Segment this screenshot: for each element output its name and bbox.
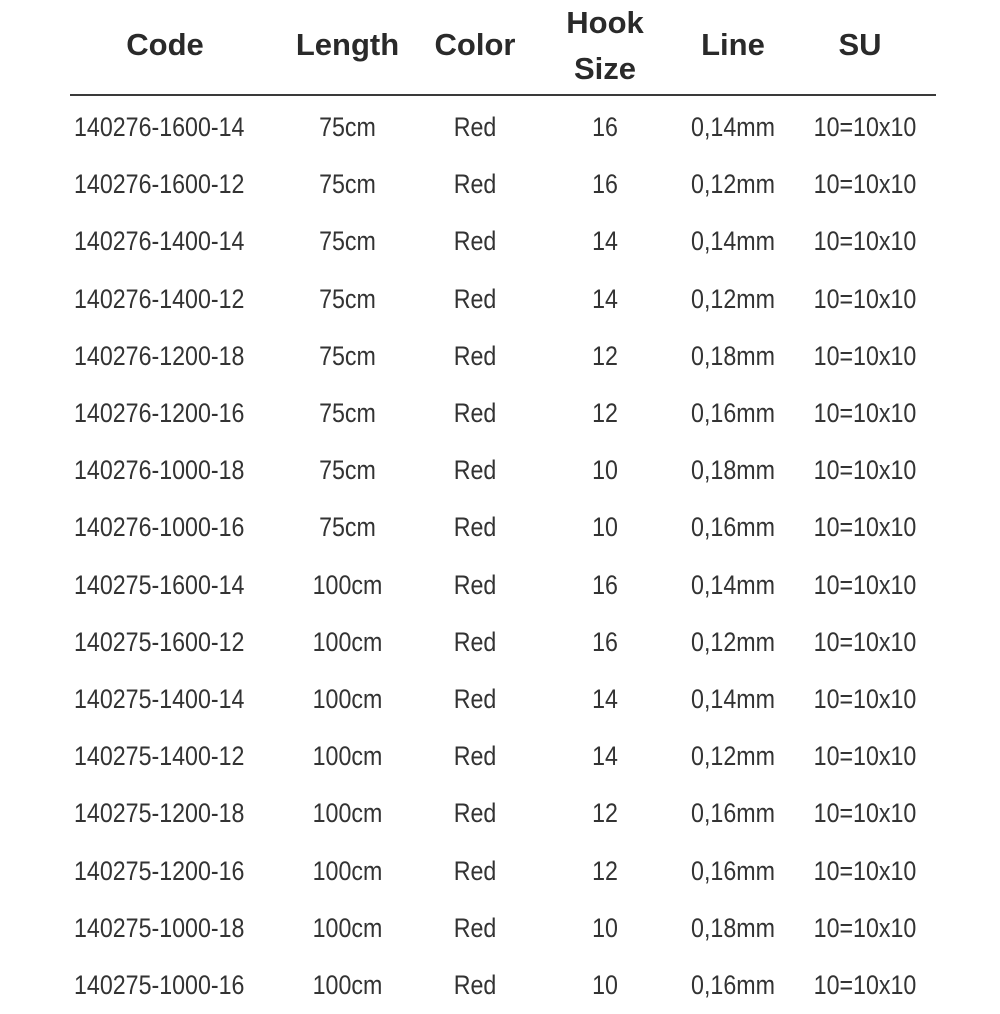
cell-color: Red xyxy=(453,112,497,142)
cell-code: 140276-1000-18 xyxy=(74,455,245,486)
cell-su: 10=10x10 xyxy=(813,912,917,943)
cell-line: 0,16mm xyxy=(691,970,775,1000)
cell-code: 140275-1600-12 xyxy=(74,626,245,657)
cell-line: 0,12mm xyxy=(691,283,775,314)
cell-hook-size: 14 xyxy=(592,741,618,772)
cell-length: 100cm xyxy=(312,912,383,943)
cell-color: Red xyxy=(453,684,497,714)
cell-color: Red xyxy=(453,970,497,1000)
header-code: Code xyxy=(126,27,204,62)
cell-line: 0,16mm xyxy=(691,855,775,886)
table-row xyxy=(0,385,1000,442)
header-su: SU xyxy=(838,27,882,62)
cell-line: 0,18mm xyxy=(691,455,775,486)
cell-length: 100cm xyxy=(312,626,383,657)
cell-hook-size: 12 xyxy=(592,398,618,428)
cell-length: 100cm xyxy=(312,684,383,714)
cell-line: 0,18mm xyxy=(691,912,775,943)
table-row xyxy=(0,328,1000,385)
cell-color: Red xyxy=(453,798,497,829)
cell-line: 0,16mm xyxy=(691,512,775,543)
table-header xyxy=(0,0,1000,95)
cell-length: 75cm xyxy=(319,340,376,371)
cell-code: 140275-1000-18 xyxy=(74,912,245,943)
cell-su: 10=10x10 xyxy=(813,226,917,257)
cell-su: 10=10x10 xyxy=(813,626,917,657)
cell-color: Red xyxy=(453,226,497,257)
cell-hook-size: 16 xyxy=(592,169,618,200)
cell-hook-size: 16 xyxy=(592,112,618,142)
cell-su: 10=10x10 xyxy=(813,169,917,200)
cell-color: Red xyxy=(453,455,497,486)
table-row xyxy=(0,557,1000,614)
cell-color: Red xyxy=(453,855,497,886)
cell-code: 140275-1000-16 xyxy=(74,970,245,1000)
cell-su: 10=10x10 xyxy=(813,569,917,600)
header-hook-size xyxy=(548,0,662,92)
cell-color: Red xyxy=(453,912,497,943)
cell-line: 0,12mm xyxy=(691,741,775,772)
cell-code: 140275-1400-12 xyxy=(74,741,245,772)
cell-length: 75cm xyxy=(319,512,376,543)
cell-su: 10=10x10 xyxy=(813,855,917,886)
cell-length: 75cm xyxy=(319,226,376,257)
cell-su: 10=10x10 xyxy=(813,340,917,371)
table-row xyxy=(0,957,1000,1014)
cell-length: 75cm xyxy=(319,283,376,314)
cell-color: Red xyxy=(453,398,497,428)
cell-length: 100cm xyxy=(312,970,383,1000)
cell-hook-size: 10 xyxy=(592,912,618,943)
cell-su: 10=10x10 xyxy=(813,741,917,772)
cell-length: 75cm xyxy=(319,455,376,486)
table-row xyxy=(0,213,1000,270)
cell-code: 140276-1600-12 xyxy=(74,169,245,200)
cell-line: 0,16mm xyxy=(691,398,775,428)
cell-line: 0,18mm xyxy=(691,340,775,371)
table-row xyxy=(0,614,1000,671)
cell-line: 0,12mm xyxy=(691,626,775,657)
header-line: Line xyxy=(701,27,765,62)
cell-code: 140275-1200-18 xyxy=(74,798,245,829)
cell-su: 10=10x10 xyxy=(813,512,917,543)
cell-color: Red xyxy=(453,569,497,600)
cell-color: Red xyxy=(453,512,497,543)
cell-hook-size: 16 xyxy=(592,626,618,657)
cell-hook-size: 10 xyxy=(592,455,618,486)
cell-code: 140276-1000-16 xyxy=(74,512,245,543)
cell-length: 100cm xyxy=(312,855,383,886)
cell-hook-size: 14 xyxy=(592,226,618,257)
cell-hook-size: 14 xyxy=(592,684,618,714)
cell-color: Red xyxy=(453,169,497,200)
cell-color: Red xyxy=(453,741,497,772)
cell-code: 140276-1400-12 xyxy=(74,283,245,314)
table-row xyxy=(0,271,1000,328)
cell-hook-size: 12 xyxy=(592,340,618,371)
table-row xyxy=(0,99,1000,156)
cell-color: Red xyxy=(453,283,497,314)
table-row xyxy=(0,499,1000,556)
cell-su: 10=10x10 xyxy=(813,684,917,714)
cell-length: 75cm xyxy=(319,398,376,428)
header-hook-line2: Size xyxy=(573,51,637,86)
table-row xyxy=(0,671,1000,728)
cell-color: Red xyxy=(453,340,497,371)
cell-length: 100cm xyxy=(312,569,383,600)
cell-line: 0,12mm xyxy=(691,169,775,200)
cell-color: Red xyxy=(453,626,497,657)
cell-su: 10=10x10 xyxy=(813,798,917,829)
cell-code: 140276-1200-18 xyxy=(74,340,245,371)
table-row xyxy=(0,728,1000,785)
cell-su: 10=10x10 xyxy=(813,970,917,1000)
cell-hook-size: 12 xyxy=(592,798,618,829)
table-row xyxy=(0,156,1000,213)
header-hook-line1: Hook xyxy=(566,5,644,40)
header-color: Color xyxy=(434,27,516,62)
cell-hook-size: 16 xyxy=(592,569,618,600)
cell-hook-size: 12 xyxy=(592,855,618,886)
cell-length: 75cm xyxy=(319,169,376,200)
cell-code: 140275-1600-14 xyxy=(74,569,245,600)
cell-line: 0,14mm xyxy=(691,112,775,142)
cell-line: 0,14mm xyxy=(691,226,775,257)
cell-length: 75cm xyxy=(319,112,376,142)
cell-hook-size: 10 xyxy=(592,512,618,543)
cell-line: 0,14mm xyxy=(691,684,775,714)
cell-code: 140276-1400-14 xyxy=(74,226,245,257)
header-length: Length xyxy=(295,27,400,62)
cell-hook-size: 10 xyxy=(592,970,618,1000)
cell-code: 140276-1200-16 xyxy=(74,398,245,428)
table-row xyxy=(0,900,1000,957)
table-row xyxy=(0,442,1000,499)
header-divider xyxy=(70,94,936,96)
cell-code: 140276-1600-14 xyxy=(74,112,245,142)
cell-su: 10=10x10 xyxy=(813,455,917,486)
cell-line: 0,14mm xyxy=(691,569,775,600)
table-row xyxy=(0,785,1000,842)
cell-hook-size: 14 xyxy=(592,283,618,314)
cell-line: 0,16mm xyxy=(691,798,775,829)
cell-su: 10=10x10 xyxy=(813,112,917,142)
cell-su: 10=10x10 xyxy=(813,398,917,428)
cell-code: 140275-1200-16 xyxy=(74,855,245,886)
cell-length: 100cm xyxy=(312,798,383,829)
cell-length: 100cm xyxy=(312,741,383,772)
cell-su: 10=10x10 xyxy=(813,283,917,314)
table-row xyxy=(0,843,1000,900)
cell-code: 140275-1400-14 xyxy=(74,684,245,714)
